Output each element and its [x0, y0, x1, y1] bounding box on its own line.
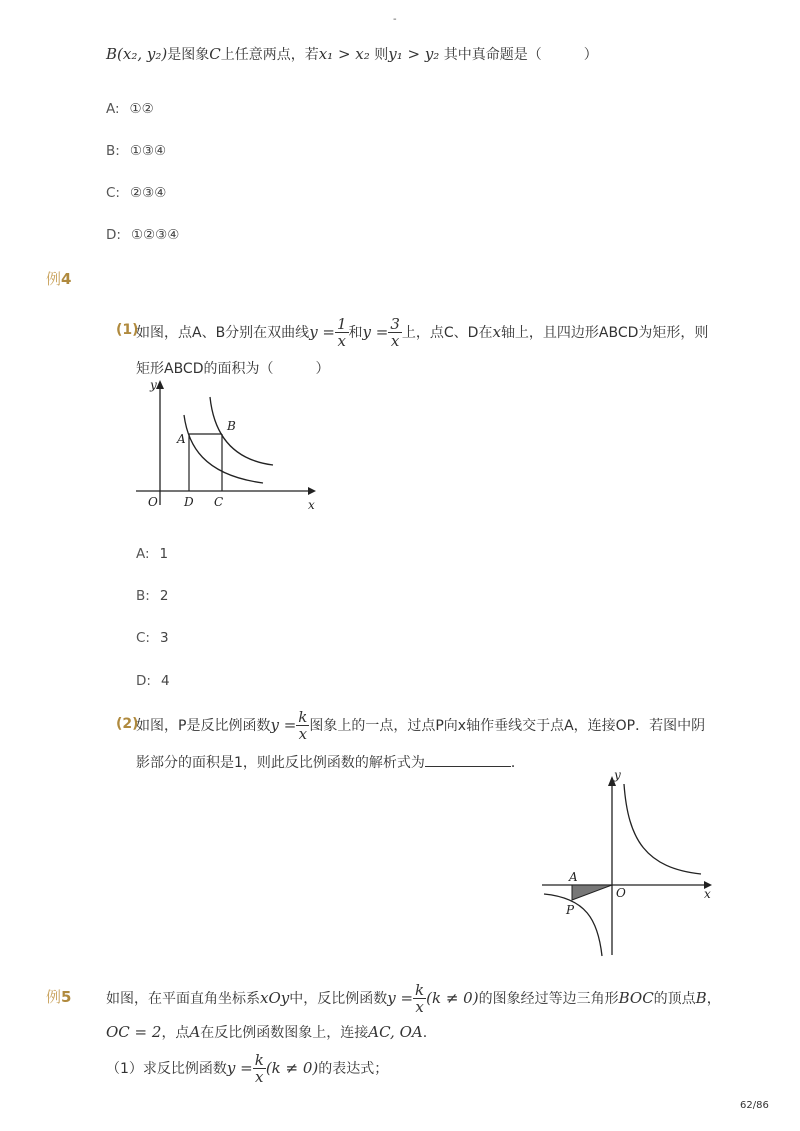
example-5-heading [46, 986, 71, 1007]
math-eq-lhs: y = [270, 716, 297, 734]
math-x: x [492, 323, 501, 341]
text: 图象上的一点，过点P向x轴作垂线交于点A，连接OP．若图中阴 [309, 718, 706, 734]
text: 中，反比例函数 [289, 991, 388, 1007]
question-4-2-line-1 [136, 705, 705, 745]
option-b[interactable] [136, 588, 168, 604]
option-d[interactable] [136, 673, 170, 689]
text: ， [706, 991, 721, 1007]
text: 影部分的面积是1，则此反比例函数的解析式为 [136, 755, 425, 771]
numerator: k [298, 707, 308, 726]
option-label: A: [106, 101, 120, 117]
fraction-k-over-x [296, 709, 309, 742]
label-c: C [214, 495, 224, 509]
math-condition: (k ≠ 0) [265, 1059, 319, 1077]
math-b: B [695, 989, 707, 1007]
question-3-tail [106, 44, 598, 64]
option-value: ①② [129, 101, 154, 117]
example-number: 5 [61, 988, 72, 1006]
fraction-1-over-x [335, 316, 349, 349]
numerator: 3 [390, 314, 400, 333]
text: ，点 [161, 1025, 190, 1041]
option-label: B: [136, 588, 150, 604]
option-value: ②③④ [129, 185, 167, 201]
y-axis-arrow [156, 380, 164, 389]
math-eq-lhs: y = [362, 323, 389, 341]
label-b: B [227, 419, 236, 433]
math-x-compare: x₁ > x₂ [318, 45, 370, 63]
text: 轴上，且四边形ABCD为矩形，则 [500, 325, 709, 341]
math-y-compare: y₁ > y₂ [388, 45, 440, 63]
math-a: A [189, 1023, 201, 1041]
denominator: x [390, 331, 400, 350]
option-value: 1 [159, 546, 169, 562]
text: 是图象 [167, 47, 210, 63]
figure-rectangle-hyperbolas [128, 375, 328, 515]
x-axis-arrow [308, 487, 316, 495]
example-5-line-2 [106, 1022, 427, 1042]
option-b[interactable] [106, 143, 166, 159]
math-point-b: B(x₂, y₂) [106, 45, 168, 63]
math-boc: BOC [618, 989, 654, 1007]
hyperbola-3-over-x [210, 397, 273, 465]
text: 如图，在平面直角坐标系 [106, 991, 260, 1007]
example-prefix: 例 [46, 988, 62, 1006]
fraction-k-over-x [253, 1052, 266, 1085]
example-prefix: 例 [46, 270, 62, 288]
fraction-3-over-x [388, 316, 402, 349]
math-xoy: xOy [260, 989, 290, 1007]
label-a: A [569, 870, 578, 884]
text: ． [510, 755, 525, 771]
option-label: B: [106, 143, 120, 159]
option-label: D: [136, 673, 151, 689]
math-condition: (k ≠ 0) [426, 989, 479, 1007]
option-label: C: [136, 630, 150, 646]
text: 的图象经过等边三角形 [478, 991, 619, 1007]
denominator: x [337, 331, 346, 350]
label-y: y [614, 770, 621, 782]
text: . [422, 1025, 428, 1041]
fraction-k-over-x [413, 982, 426, 1015]
text: 则 [369, 47, 389, 63]
option-a[interactable] [106, 101, 154, 117]
option-c[interactable] [106, 185, 166, 201]
text: 和 [348, 325, 363, 341]
label-d: D [184, 495, 194, 509]
question-4-1-line-1 [136, 312, 708, 352]
text: （1）求反比例函数 [106, 1061, 227, 1077]
page-number: 62/86 [740, 1100, 769, 1111]
math-eq-lhs: y = [309, 323, 335, 341]
question-number: (1) [116, 322, 139, 338]
option-d[interactable] [106, 227, 179, 243]
math-eq-lhs: y = [226, 1059, 253, 1077]
question-4-2-line-2 [136, 752, 525, 772]
math-oc: OC = 2 [106, 1023, 162, 1041]
text: 上任意两点，若 [220, 47, 319, 63]
text: 上，点C、D在 [401, 325, 493, 341]
denominator: x [298, 724, 308, 743]
numerator: k [415, 980, 425, 999]
option-value: 4 [160, 673, 170, 689]
option-label: D: [106, 227, 121, 243]
denominator: x [415, 997, 424, 1016]
text: 其中真命题是（ ） [439, 47, 598, 63]
option-a[interactable] [136, 546, 168, 562]
text: 的表达式； [318, 1061, 389, 1077]
example-number: 4 [61, 270, 72, 288]
label-o: O [616, 886, 626, 900]
numerator: 1 [337, 314, 347, 333]
denominator: x [255, 1067, 264, 1086]
label-x: x [308, 498, 315, 512]
figure-inverse-function-shaded [536, 770, 721, 960]
label-a: A [177, 432, 186, 446]
label-o: O [148, 495, 158, 509]
example-4-heading [46, 268, 71, 289]
hyperbola-1-over-x [184, 415, 263, 483]
option-c[interactable] [136, 630, 169, 646]
answer-blank[interactable] [425, 754, 511, 767]
shaded-triangle [572, 885, 612, 900]
option-value: 3 [159, 630, 169, 646]
label-x: x [704, 887, 711, 901]
text: 在反比例函数图象上，连接 [200, 1025, 369, 1041]
option-label: C: [106, 185, 120, 201]
math-c: C [209, 45, 221, 63]
top-mark: - [393, 14, 397, 25]
label-y: y [150, 378, 157, 392]
math-ac-oa: AC, OA [368, 1023, 423, 1041]
hyperbola-first-quadrant [624, 784, 701, 874]
option-value: ①②③④ [130, 227, 180, 243]
text: 如图，点A、B分别在双曲线 [136, 325, 310, 341]
label-p: P [566, 903, 575, 917]
math-eq-lhs: y = [387, 989, 414, 1007]
option-value: ①③④ [129, 143, 167, 159]
numerator: k [254, 1050, 264, 1069]
text: 如图，P是反比例函数 [136, 718, 271, 734]
option-value: 2 [159, 588, 169, 604]
question-number: (2) [116, 716, 139, 732]
text: 的顶点 [653, 991, 696, 1007]
example-5-line-1 [106, 978, 721, 1018]
option-label: A: [136, 546, 150, 562]
example-5-sub-question-1 [106, 1048, 388, 1088]
question-4-1-line-2: 矩形ABCD的面积为（ ） [136, 361, 330, 377]
